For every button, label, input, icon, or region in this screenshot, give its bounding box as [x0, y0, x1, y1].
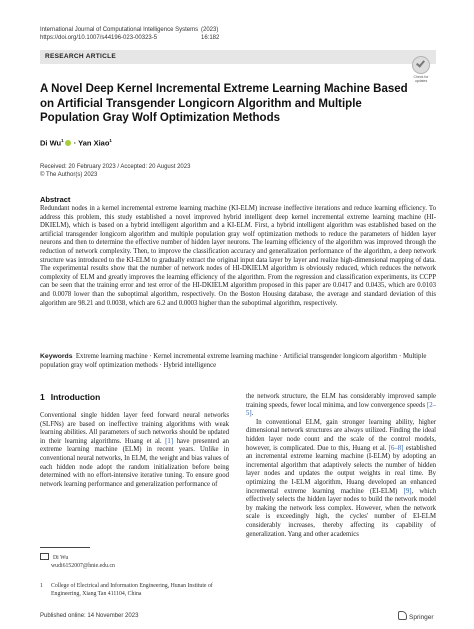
affiliation-number: 1 — [40, 583, 43, 589]
text-run: established an incremental extreme learning machine (I-ELM) by adopting an incremental algorithm that adaptively selects the number of hidden layer nodes and updates the output weights in real time. By optimizing the I-ELM algorithm, Huang developed an enhanced incremental extreme learning machine (EI-ELM) — [246, 444, 436, 495]
journal-name: International Journal of Computational Intelligence Systems — [40, 27, 199, 33]
citation-link[interactable]: [6–8] — [388, 444, 404, 452]
publisher-logo — [398, 611, 434, 621]
dates-block — [40, 163, 190, 179]
text-run: In conventional ELM, gain stronger learning ability, higher dimensional network structures are always utilized. Finding the ideal hidden layer node count and the scale of the control models, however, is complicated. Due to this, Huang et al. — [246, 418, 436, 452]
corresponding-author-footnote — [40, 553, 115, 570]
springer-horse-icon — [398, 611, 407, 620]
author-name[interactable]: Di Wu — [40, 138, 62, 148]
article-type-bar — [40, 50, 436, 64]
keywords-text: Extreme learning machine · Kernel incremental extreme learning machine · Artificial transgender longicorn algorithm · Multiple population gray wolf optimization methods · Hybrid intelligence — [40, 353, 427, 369]
citation-link[interactable]: [9] — [403, 487, 412, 495]
check-updates-label: Check for updates — [413, 75, 429, 83]
journal-year-volume: (2023) 16:182 — [201, 27, 220, 41]
check-for-updates-badge[interactable] — [408, 56, 434, 83]
paper-title: A Novel Deep Kernel Incremental Extreme Learning Machine Based on Artificial Transgender Longicorn Algorithm and Multiple Population Gray Wolf Optimization Methods — [40, 83, 408, 124]
footnote-divider — [40, 547, 90, 548]
author-affiliation-mark: 1 — [109, 138, 112, 143]
author-separator: · — [71, 138, 79, 148]
section-title: Introduction — [50, 392, 101, 402]
text-run: the network structure, the ELM has considerably improved sample training speeds, fewer local minima, and low convergence speeds — [246, 393, 436, 409]
envelope-icon — [40, 553, 49, 560]
published-online-date: Published online: 14 November 2023 — [40, 613, 139, 619]
section-number: 1 — [40, 392, 45, 402]
abstract-text: Redundant nodes in a kernel incremental extreme learning machine (KI-ELM) increase ineffective iterations and reduce learning efficiency. To address this problem, this study established a novel improved hybrid intelligent deep kernel incremental extreme learning machine (HI-DKIELM), which is based on a hybrid intelligent algorithm and a KI-ELM. First, a hybrid intelligent algorithm was established based on the artificial transgender longicorn algorithm and multiple population gray wolf optimization methods to reduce the parameters of hidden layer neurons and then to determine the effective number of hidden layer neurons. The learning efficiency of the algorithm was improved through the reduction of network complexity. Then, to improve the classification accuracy and generalization performance of the algorithm, a deep network structure was introduced to the KI-ELM to gradually extract the original input data layer by layer and realize high-dimensional mapping of data. The experimental results show that the number of network nodes of HI-DKIELM algorithm is obviously reduced, which reduces the network complexity of ELM and greatly improves the learning efficiency of the algorithm. From the regression and classification experiments, its CCPP can be seen that the training error and test error of the HI-DKIELM algorithm proposed in this paper are 0.0417 and 0.0435, which are 0.0103 and 0.0078 lower than the suboptimal algorithm, respectively. On the Boston Housing database, the average and standard deviation of this algorithm are 98.21 and 0.0038, which are 6.2 and 0.0003 higher than the suboptimal algorithm, respectively. — [40, 205, 436, 307]
contact-email[interactable]: wudi6152007@hnie.edu.cn — [51, 562, 115, 569]
copyright-line: © The Author(s) 2023 — [40, 172, 98, 178]
publisher-name: Springer — [409, 614, 434, 621]
author-list — [40, 138, 112, 148]
text-run: Conventional single hidden layer feed forward neural networks (SLFNs) are based on ineffective training algorithms with weak learning abilities. All parameters of such networks should be updated in their learning algorithms. Huang et al. — [40, 412, 229, 445]
citation-link[interactable]: [1] — [165, 437, 174, 445]
citation-link[interactable]: [2–5] — [246, 401, 436, 418]
abstract-heading: Abstract — [40, 195, 71, 204]
orcid-icon[interactable] — [65, 140, 71, 146]
author-affiliation-mark: 1 — [61, 138, 64, 143]
text-run: have presented an extreme learning machine (ELM) in recent years. Unlike in conventional neural networks, In ELM, the weight and bias values of each hidden node adopt the random initialization before being determined with no effort-intensive iterative tuning. To ensure good network learning performance and generalization performance of — [40, 437, 230, 488]
received-accepted-dates: Received: 20 February 2023 / Accepted: 20 August 2023 — [40, 164, 191, 170]
doi-link[interactable]: https://doi.org/10.1007/s44196-023-00323-5 — [40, 35, 158, 41]
text-run: , which effectively selects the hidden layer nodes to build the network model by making the network less complex. However, when the network scale is exceedingly high, the cycles' number of EI-ELM considerably increases, thereby affecting its capability of generalization. Yang and other academics — [246, 487, 436, 538]
article-type-label: RESEARCH ARTICLE — [45, 53, 117, 60]
paragraph — [246, 419, 436, 539]
right-column-text — [246, 393, 436, 539]
contact-name: Di Wu — [53, 555, 69, 561]
check-updates-icon — [412, 56, 430, 74]
paragraph — [40, 412, 229, 489]
left-column-text — [40, 412, 229, 489]
text-run: . — [251, 410, 254, 418]
journal-header — [40, 26, 220, 42]
author-name[interactable]: Yan Xiao — [78, 138, 110, 148]
paragraph — [246, 393, 436, 419]
affiliation-text: College of Electrical and Information Engineering, Hunan Institute of Engineering, Xiang Tan 411104, China — [51, 583, 213, 597]
keywords-block — [40, 353, 436, 370]
keywords-label: Keywords — [40, 353, 73, 360]
affiliation-footnote — [40, 583, 230, 598]
section-heading-introduction — [40, 392, 100, 402]
